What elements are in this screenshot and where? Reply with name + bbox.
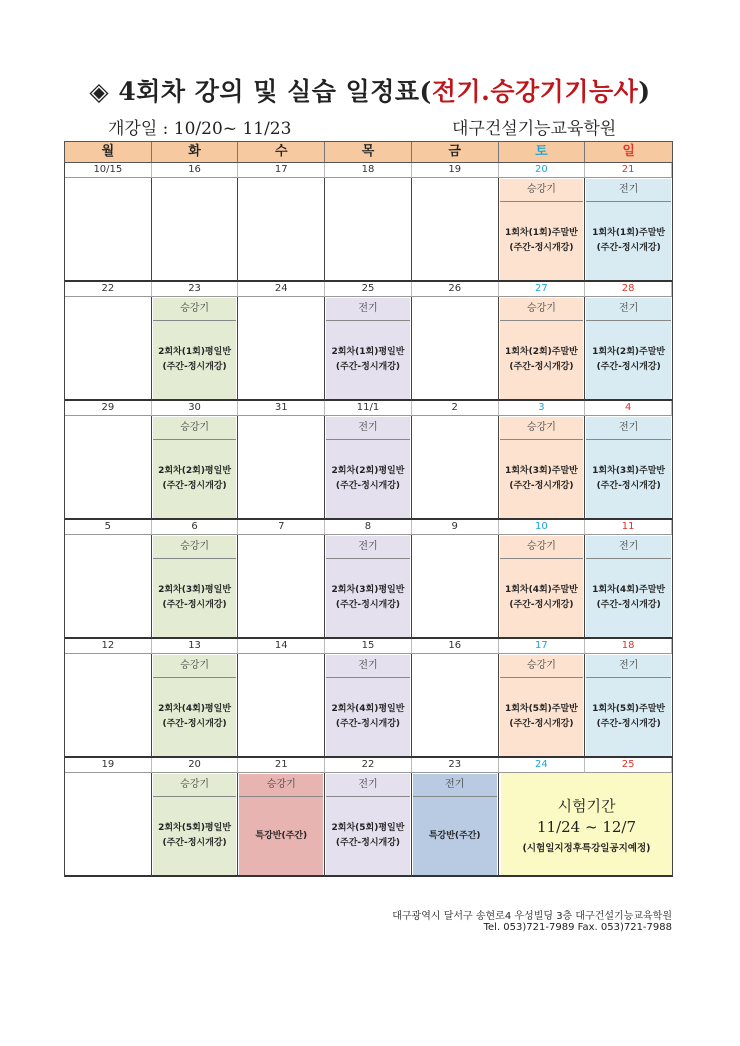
class-description-line: (주간-정시개강) — [596, 600, 661, 610]
week-row — [64, 520, 673, 639]
class-description-line: 2회차(5회)평일반 — [331, 823, 405, 833]
class-subject: 승강기 — [500, 417, 584, 440]
class-description-line: 2회차(2회)평일반 — [158, 466, 232, 476]
class-subject: 전기 — [586, 536, 671, 559]
date-label: 21 — [585, 163, 672, 178]
date-label: 7 — [238, 520, 325, 535]
day-cell — [412, 773, 499, 877]
class-description-line: 1회차(5회)주말반 — [592, 704, 666, 714]
footer-phone: Tel. 053)721-7989 Fax. 053)721-7988 — [483, 922, 672, 933]
class-description — [500, 202, 584, 280]
class-block — [586, 298, 671, 399]
class-description — [326, 321, 410, 399]
date-label: 15 — [325, 639, 412, 654]
class-block — [239, 774, 323, 875]
class-description — [326, 797, 410, 875]
weekday-5: 토 — [499, 142, 586, 162]
day-cell — [152, 416, 239, 520]
date-label: 24 — [499, 758, 586, 773]
class-description-line: (주간-정시개강) — [596, 362, 661, 372]
class-description — [500, 678, 584, 756]
class-block — [326, 774, 410, 875]
day-cell — [499, 535, 586, 639]
class-subject: 전기 — [326, 298, 410, 321]
day-cell — [65, 654, 152, 758]
date-label: 31 — [238, 401, 325, 416]
class-description-line: (주간-정시개강) — [162, 481, 227, 491]
class-subject: 승강기 — [153, 536, 237, 559]
class-description-line: 1회차(4회)주말반 — [504, 585, 578, 595]
class-block — [500, 417, 584, 518]
school-name: 대구건설기능교육학원 — [452, 119, 617, 139]
date-label: 19 — [412, 163, 499, 178]
class-subject: 전기 — [586, 417, 671, 440]
day-cell — [325, 178, 412, 282]
day-cell — [238, 654, 325, 758]
class-block — [500, 179, 584, 280]
day-cell — [152, 654, 239, 758]
day-cell — [325, 773, 412, 877]
weekday-1: 화 — [152, 142, 239, 162]
class-description-line: 1회차(5회)주말반 — [504, 704, 578, 714]
exam-period-box — [501, 773, 672, 875]
day-cell — [238, 535, 325, 639]
date-label: 21 — [238, 758, 325, 773]
class-description-line: 1회차(4회)주말반 — [592, 585, 666, 595]
class-description — [586, 202, 671, 280]
class-description-line: (주간-정시개강) — [335, 838, 401, 848]
day-cell — [499, 178, 586, 282]
date-label: 9 — [412, 520, 499, 535]
class-block — [413, 774, 497, 875]
date-label: 22 — [325, 758, 412, 773]
date-label: 16 — [152, 163, 239, 178]
date-label: 19 — [65, 758, 152, 773]
exam-range: 11/24 ~ 12/7 — [536, 817, 637, 836]
day-cell — [65, 416, 152, 520]
page-title: ◈ 4회차 강의 및 실습 일정표(전기.승강기기능사) — [89, 77, 651, 106]
day-cell — [65, 178, 152, 282]
class-description-line: (주간-정시개강) — [596, 243, 661, 253]
class-description-line: 특강반(주간) — [428, 830, 481, 841]
date-label: 22 — [65, 282, 152, 297]
class-block — [153, 774, 237, 875]
exam-title: 시험기간 — [557, 796, 616, 815]
class-subject: 승강기 — [500, 179, 584, 202]
class-description-line: (주간-정시개강) — [162, 362, 227, 372]
class-description — [153, 321, 237, 399]
class-description — [326, 678, 410, 756]
class-description — [586, 678, 671, 756]
day-cell — [585, 297, 672, 401]
date-label: 13 — [152, 639, 239, 654]
class-description-line: 1회차(2회)주말반 — [504, 347, 578, 357]
date-label: 29 — [65, 401, 152, 416]
date-label: 26 — [412, 282, 499, 297]
class-description-line: 2회차(2회)평일반 — [331, 466, 405, 476]
class-subject: 전기 — [326, 417, 410, 440]
class-subject: 승강기 — [500, 655, 584, 678]
day-cell — [412, 178, 499, 282]
date-label: 6 — [152, 520, 239, 535]
class-subject: 전기 — [326, 536, 410, 559]
date-label: 27 — [499, 282, 586, 297]
class-subject: 전기 — [413, 774, 497, 797]
class-block — [500, 655, 584, 756]
date-label: 20 — [499, 163, 586, 178]
class-block — [586, 179, 671, 280]
class-description — [153, 559, 237, 637]
week-row — [64, 758, 673, 877]
day-cell — [585, 535, 672, 639]
class-description-line: (주간-정시개강) — [335, 600, 401, 610]
class-description — [500, 321, 584, 399]
weekday-2: 수 — [238, 142, 325, 162]
class-description-line: (주간-정시개강) — [509, 481, 574, 491]
date-label: 25 — [585, 758, 672, 773]
date-label: 10/15 — [65, 163, 152, 178]
class-block — [153, 655, 237, 756]
footer-address: 대구광역시 달서구 송현로4 우성빌딩 3층 대구건설기능교육학원 — [392, 911, 672, 922]
weekday-3: 목 — [325, 142, 412, 162]
class-block — [153, 417, 237, 518]
weekday-4: 금 — [412, 142, 499, 162]
class-description-line: 1회차(3회)주말반 — [504, 466, 578, 476]
class-description — [586, 559, 671, 637]
date-label: 25 — [325, 282, 412, 297]
day-cell — [238, 178, 325, 282]
class-subject: 승강기 — [500, 536, 584, 559]
day-cell — [325, 535, 412, 639]
class-description-line: 2회차(5회)평일반 — [158, 823, 232, 833]
class-description-line: (주간-정시개강) — [335, 719, 401, 729]
date-label: 18 — [585, 639, 672, 654]
day-cell — [412, 535, 499, 639]
date-label: 16 — [412, 639, 499, 654]
date-label: 17 — [238, 163, 325, 178]
date-label: 24 — [238, 282, 325, 297]
class-subject: 전기 — [326, 655, 410, 678]
day-cell — [65, 297, 152, 401]
date-label: 30 — [152, 401, 239, 416]
class-subject: 전기 — [326, 774, 410, 797]
day-cell — [499, 654, 586, 758]
day-cell — [585, 416, 672, 520]
day-cell — [238, 416, 325, 520]
class-description — [153, 678, 237, 756]
class-description-line: (주간-정시개강) — [509, 243, 574, 253]
class-description-line: 2회차(1회)평일반 — [158, 347, 232, 357]
open-period: 개강일 : 10/20~ 11/23 — [108, 119, 292, 139]
class-description-line: (주간-정시개강) — [162, 600, 227, 610]
class-description — [326, 440, 410, 518]
class-description — [153, 440, 237, 518]
class-subject: 승강기 — [239, 774, 323, 797]
date-label: 11 — [585, 520, 672, 535]
schedule-calendar — [64, 141, 673, 877]
date-label: 20 — [152, 758, 239, 773]
class-subject: 승강기 — [153, 417, 237, 440]
class-description-line: (주간-정시개강) — [596, 719, 661, 729]
day-cell — [238, 773, 325, 877]
day-cell — [412, 297, 499, 401]
class-description-line: (주간-정시개강) — [162, 719, 227, 729]
day-cell — [152, 297, 239, 401]
date-label: 23 — [412, 758, 499, 773]
date-label: 18 — [325, 163, 412, 178]
date-label: 2 — [412, 401, 499, 416]
day-cell — [238, 297, 325, 401]
class-description-line: 2회차(3회)평일반 — [158, 585, 232, 595]
day-cell — [585, 178, 672, 282]
class-description-line: 1회차(3회)주말반 — [592, 466, 666, 476]
class-description-line: (주간-정시개강) — [596, 481, 661, 491]
day-cell — [585, 654, 672, 758]
class-block — [326, 417, 410, 518]
class-block — [153, 536, 237, 637]
class-description-line: (주간-정시개강) — [509, 600, 574, 610]
class-block — [326, 536, 410, 637]
day-cell — [65, 773, 152, 877]
weekday-6: 일 — [622, 144, 635, 159]
day-cell — [152, 178, 239, 282]
class-subject: 승강기 — [500, 298, 584, 321]
week-row — [64, 163, 673, 282]
date-label: 23 — [152, 282, 239, 297]
date-label: 10 — [499, 520, 586, 535]
week-row — [64, 639, 673, 758]
week-row — [64, 401, 673, 520]
class-block — [586, 655, 671, 756]
class-description — [153, 797, 237, 875]
day-cell — [325, 654, 412, 758]
class-description-line: 1회차(1회)주말반 — [592, 228, 666, 238]
day-cell — [499, 416, 586, 520]
class-description — [500, 559, 584, 637]
class-description-line: 1회차(2회)주말반 — [592, 347, 666, 357]
date-label: 5 — [65, 520, 152, 535]
class-description-line: (주간-정시개강) — [509, 719, 574, 729]
class-description — [586, 440, 671, 518]
day-cell — [325, 416, 412, 520]
class-block — [500, 298, 584, 399]
class-description-line: 2회차(4회)평일반 — [331, 704, 405, 714]
date-label: 8 — [325, 520, 412, 535]
class-description-line: 1회차(1회)주말반 — [504, 228, 578, 238]
class-subject: 승강기 — [153, 298, 237, 321]
weekday-header — [64, 141, 673, 163]
class-description — [500, 440, 584, 518]
day-cell — [152, 773, 239, 877]
week-row — [64, 282, 673, 401]
date-label: 11/1 — [325, 401, 412, 416]
class-description — [413, 797, 497, 875]
class-description-line: (주간-정시개강) — [162, 838, 227, 848]
date-label: 12 — [65, 639, 152, 654]
class-description — [326, 559, 410, 637]
class-block — [153, 298, 237, 399]
class-description-line: 2회차(3회)평일반 — [331, 585, 405, 595]
class-subject: 전기 — [586, 298, 671, 321]
day-cell — [412, 654, 499, 758]
class-block — [326, 298, 410, 399]
day-cell — [152, 535, 239, 639]
weekday-0: 월 — [65, 142, 152, 162]
class-block — [500, 536, 584, 637]
class-description-line: (주간-정시개강) — [335, 362, 401, 372]
class-description — [586, 321, 671, 399]
class-description — [239, 797, 323, 875]
date-label: 14 — [238, 639, 325, 654]
date-label: 17 — [499, 639, 586, 654]
class-block — [586, 536, 671, 637]
class-subject: 전기 — [586, 179, 671, 202]
class-description-line: 2회차(1회)평일반 — [331, 347, 405, 357]
day-cell — [65, 535, 152, 639]
day-cell — [499, 297, 586, 401]
class-block — [586, 417, 671, 518]
class-description-line: (주간-정시개강) — [335, 481, 401, 491]
class-subject: 전기 — [586, 655, 671, 678]
date-label: 28 — [585, 282, 672, 297]
title-highlight: 전기.승강기기능사 — [431, 77, 639, 106]
class-subject: 승강기 — [153, 774, 237, 797]
date-label: 4 — [585, 401, 672, 416]
class-description-line: (주간-정시개강) — [509, 362, 574, 372]
day-cell — [412, 416, 499, 520]
day-cell — [325, 297, 412, 401]
class-block — [326, 655, 410, 756]
date-label: 3 — [499, 401, 586, 416]
class-description-line: 2회차(4회)평일반 — [158, 704, 232, 714]
class-subject: 승강기 — [153, 655, 237, 678]
class-description-line: 특강반(주간) — [255, 830, 308, 841]
exam-note: (시험일지정후특강일공지예정) — [522, 842, 651, 854]
